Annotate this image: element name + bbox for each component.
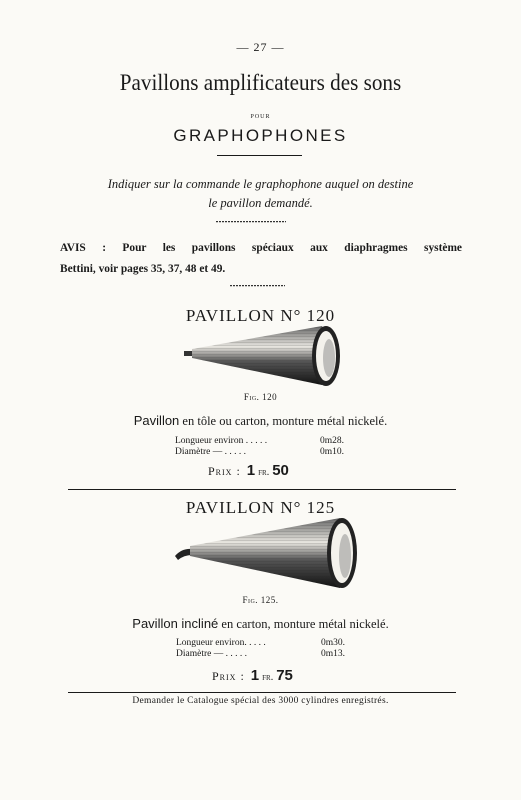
section-divider bbox=[68, 489, 456, 490]
length-value: 0m30. bbox=[321, 638, 346, 648]
model-description: Pavillon incliné en carton, monture métal nickelé. bbox=[132, 616, 389, 631]
diameter-value: 0m13. bbox=[321, 649, 346, 659]
length-value: 0m28. bbox=[320, 436, 345, 446]
horn-120-icon bbox=[184, 326, 340, 386]
page-title: Pavillons amplificateurs des sons bbox=[119, 70, 402, 95]
notice-text bbox=[60, 238, 462, 280]
title-connector: POUR bbox=[250, 114, 271, 120]
subject-rule bbox=[217, 155, 302, 156]
model-name: Pavillon bbox=[133, 413, 180, 428]
notice-line-2: Bettini, voir pages 35, 37, 48 et 49. bbox=[60, 263, 226, 275]
diameter-label: Diamètre — . . . . . bbox=[176, 649, 247, 659]
instruction-line-1: Indiquer sur la commande le graphophone auquel on destine bbox=[107, 177, 414, 191]
diameter-value: 0m10. bbox=[320, 447, 345, 457]
model-specs bbox=[176, 638, 345, 660]
model-title: PAVILLON N° 125 bbox=[185, 498, 336, 517]
model-description: Pavillon en tôle ou carton, monture métal nickelé. bbox=[133, 413, 388, 428]
instruction-text bbox=[0, 175, 521, 213]
section-divider bbox=[68, 692, 456, 693]
divider-ornament bbox=[216, 219, 286, 223]
notice-line-1: AVIS : Pour les pavillons spéciaux aux diaphragmes système bbox=[60, 242, 462, 254]
page-subject: GRAPHOPHONES bbox=[173, 126, 348, 145]
instruction-line-2: le pavillon demandé. bbox=[208, 196, 313, 210]
figure-caption: Fig. 125. bbox=[242, 595, 279, 605]
model-price: Prix : 1 fr. 75 bbox=[212, 667, 293, 684]
model-name: Pavillon incliné bbox=[132, 616, 219, 631]
model-price: Prix : 1 fr. 50 bbox=[208, 462, 289, 479]
figure-caption: Fig. 120 bbox=[243, 392, 278, 402]
horn-125-icon bbox=[175, 518, 357, 588]
length-label: Longueur environ. . . . . bbox=[176, 638, 266, 648]
page-number: — 27 — bbox=[236, 40, 285, 54]
divider-ornament bbox=[230, 283, 285, 287]
footer-note: Demander le Catalogue spécial des 3000 cylindres enregistrés. bbox=[132, 696, 389, 706]
length-label: Longueur environ . . . . . bbox=[175, 436, 268, 446]
diameter-label: Diamètre — . . . . . bbox=[175, 447, 246, 457]
model-title: PAVILLON N° 120 bbox=[185, 306, 336, 325]
model-specs bbox=[175, 436, 344, 458]
